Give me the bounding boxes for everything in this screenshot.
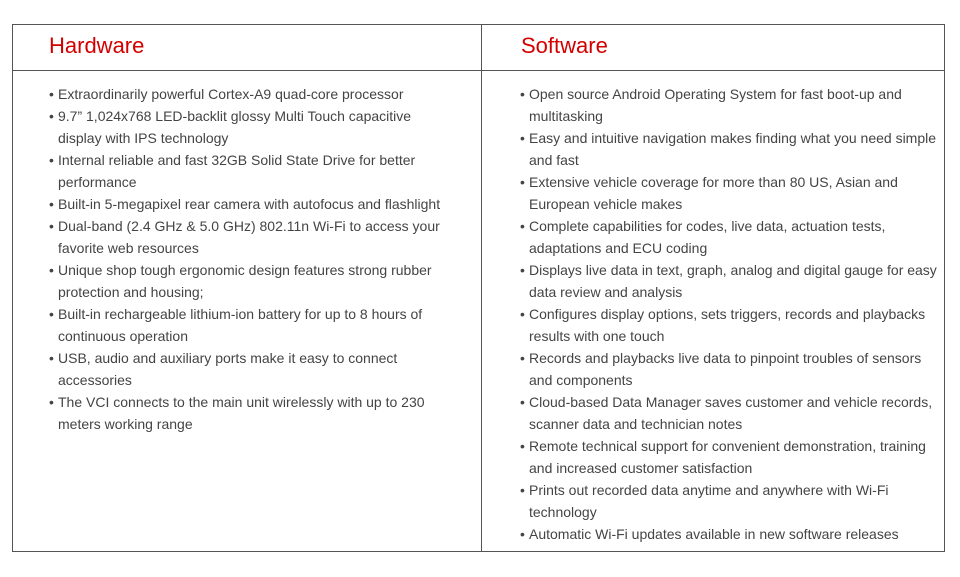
software-item: • Easy and intuitive navigation makes finding what you need simple and fast — [520, 127, 938, 171]
hardware-item: • Dual-band (2.4 GHz & 5.0 GHz) 802.11n Wi-Fi to access your favorite web resources — [49, 215, 454, 259]
software-item: • Prints out recorded data anytime and anywhere with Wi-Fi technology — [520, 479, 938, 523]
hardware-title: Hardware — [49, 33, 145, 58]
software-item: • Extensive vehicle coverage for more than 80 US, Asian and European vehicle makes — [520, 171, 938, 215]
software-item: • Displays live data in text, graph, analog and digital gauge for easy data review and analysis — [520, 259, 938, 303]
software-item: • Remote technical support for convenient demonstration, training and increased customer satisfaction — [520, 435, 938, 479]
column-divider — [481, 25, 482, 551]
software-item: • Cloud-based Data Manager saves customer and vehicle records, scanner data and technician notes — [520, 391, 938, 435]
software-item: • Records and playbacks live data to pinpoint troubles of sensors and components — [520, 347, 938, 391]
hardware-item: • Extraordinarily powerful Cortex-A9 quad-core processor — [49, 83, 454, 105]
software-title: Software — [521, 33, 608, 58]
hardware-item: • Built-in 5-megapixel rear camera with autofocus and flashlight — [49, 193, 454, 215]
spec-table — [12, 24, 945, 552]
hardware-item: • The VCI connects to the main unit wirelessly with up to 230 meters working range — [49, 391, 454, 435]
header-divider — [13, 70, 944, 71]
hardware-item: • USB, audio and auxiliary ports make it easy to connect accessories — [49, 347, 454, 391]
hardware-list — [49, 83, 454, 435]
software-item: • Configures display options, sets triggers, records and playbacks results with one touch — [520, 303, 938, 347]
software-list — [520, 83, 938, 545]
software-item: • Automatic Wi-Fi updates available in new software releases — [520, 523, 938, 545]
hardware-item: • Built-in rechargeable lithium-ion battery for up to 8 hours of continuous operation — [49, 303, 454, 347]
hardware-item: • Unique shop tough ergonomic design features strong rubber protection and housing; — [49, 259, 454, 303]
software-item: • Complete capabilities for codes, live data, actuation tests, adaptations and ECU coding — [520, 215, 938, 259]
hardware-item: • 9.7” 1,024x768 LED-backlit glossy Multi Touch capacitive display with IPS technology — [49, 105, 454, 149]
hardware-item: • Internal reliable and fast 32GB Solid State Drive for better performance — [49, 149, 454, 193]
software-item: • Open source Android Operating System for fast boot-up and multitasking — [520, 83, 938, 127]
